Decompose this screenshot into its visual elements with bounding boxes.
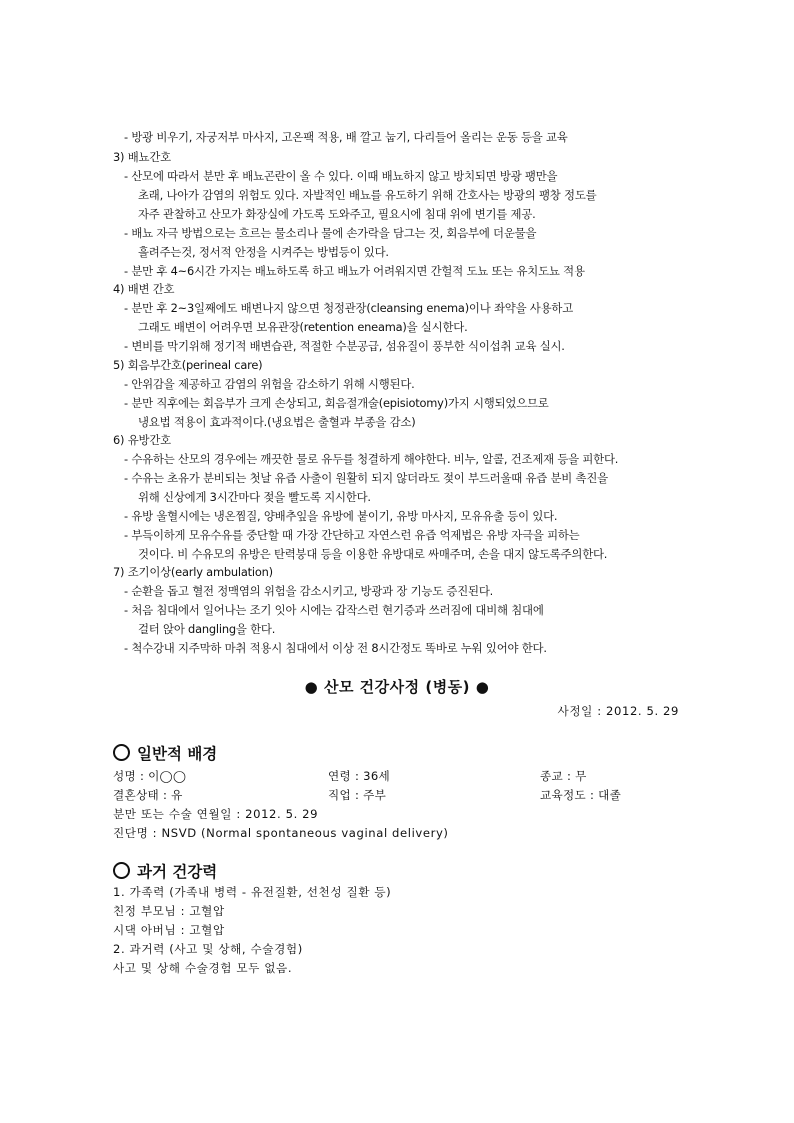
- subheading-perineal-care: 5) 회음부간호(perineal care): [113, 358, 263, 372]
- subheading-voiding-care: 3) 배뇨간호: [113, 150, 171, 164]
- text-line: - 방광 비우기, 자궁저부 마사지, 고온팩 적용, 배 깔고 눕기, 다리들어 올리는 운동 등을 교육: [124, 130, 568, 144]
- text-line: 그래도 배변이 어려우면 보유관장(retention eneama)을 실시한다.: [138, 320, 468, 334]
- text-line: 것이다. 비 수유모의 유방은 탄력붕대 등을 이용한 유방대로 싸매주며, 손을 대지 않도록주의한다.: [138, 547, 608, 561]
- field-diagnosis: 진단명 : NSVD (Normal spontaneous vaginal delivery): [113, 826, 449, 840]
- assessment-date: 사정일 : 2012. 5. 29: [557, 704, 679, 718]
- text-line: - 부득이하게 모유수유를 중단할 때 가장 간단하고 자연스런 유즙 억제법은 유방 자극을 피하는: [124, 528, 580, 542]
- text-line: 흘려주는것, 정서적 안정을 시켜주는 방법등이 있다.: [138, 245, 389, 259]
- text-line: 위해 신상에게 3시간마다 젖을 빨도록 지시한다.: [138, 490, 371, 504]
- family-history-item: 시댁 아버님 : 고혈압: [113, 923, 225, 937]
- family-history-item: 친정 부모님 : 고혈압: [113, 904, 225, 918]
- subheading-breast-care: 6) 유방간호: [113, 433, 171, 447]
- text-line: - 산모에 따라서 분만 후 배뇨곤란이 올 수 있다. 이때 배뇨하지 않고 방치되면 방광 팽만을: [124, 169, 558, 183]
- text-line: - 배뇨 자극 방법으로는 흐르는 물소리나 물에 손가락을 담그는 것, 회음부에 더운물을: [124, 226, 537, 240]
- text-line: - 수유는 초유가 분비되는 첫날 유즙 사출이 원활히 되지 않더라도 젖이 부드러울때 유즙 분비 촉진을: [124, 471, 608, 485]
- section-heading: 과거 건강력: [137, 863, 218, 881]
- text-line: - 순환을 돕고 혈전 정맥염의 위험을 감소시키고, 방광과 장 기능도 증진된다.: [124, 584, 494, 598]
- field-delivery-date: 분만 또는 수술 연월일 : 2012. 5. 29: [113, 807, 319, 821]
- text-line: - 척수강내 지주막하 마취 적용시 침대에서 이상 전 8시간정도 똑바로 누워 있어야 한다.: [124, 641, 547, 655]
- text-line: - 분만 후 4~6시간 가지는 배뇨하도록 하고 배뇨가 어려워지면 간헐적 도뇨 또는 유치도뇨 적용: [124, 264, 585, 278]
- text-line: 냉요법 적용이 효과적이다.(냉요법은 출혈과 부종을 감소): [138, 415, 416, 429]
- page-title: ● 산모 건강사정 (병동) ●: [304, 678, 490, 696]
- text-line: - 안위감을 제공하고 감염의 위험을 감소하기 위해 시행된다.: [124, 377, 415, 391]
- field-religion: 종교 : 무: [540, 769, 587, 783]
- past-history-item: 사고 및 상해 수술경험 모두 없음.: [113, 961, 293, 975]
- text-line: - 분만 후 2~3일째에도 배변나지 않으면 청정관장(cleansing enema)이나 좌약을 사용하고: [124, 301, 574, 315]
- text-line: - 수유하는 산모의 경우에는 깨끗한 물로 유두를 청결하게 해야한다. 비누, 알콜, 건조제재 등을 피한다.: [124, 452, 619, 466]
- field-name: 성명 : 이◯◯: [113, 769, 187, 783]
- text-line: - 유방 울혈시에는 냉온찜질, 양배추잎을 유방에 붙이기, 유방 마사지, 모유유출 등이 있다.: [124, 509, 558, 523]
- text-line: - 분만 직후에는 회음부가 크게 손상되고, 회음절개술(episiotomy)가지 시행되었으므로: [124, 396, 549, 410]
- field-marital-status: 결혼상태 : 유: [113, 788, 183, 802]
- field-education: 교육정도 : 대졸: [540, 788, 622, 802]
- subheading-bowel-care: 4) 배변 간호: [113, 282, 175, 296]
- section-heading: 일반적 배경: [137, 745, 218, 763]
- text-line: 걸터 앉아 dangling을 한다.: [138, 622, 276, 636]
- field-age: 연령 : 36세: [328, 769, 391, 783]
- section-past-health-history: [113, 860, 217, 882]
- field-occupation: 직업 : 주부: [328, 788, 387, 802]
- circle-icon: [113, 744, 130, 761]
- family-history-title: 1. 가족력 (가족내 병력 - 유전질환, 선천성 질환 등): [113, 885, 392, 899]
- text-line: 자주 관찰하고 산모가 화장실에 가도록 도와주고, 필요시에 침대 위에 변기를 제공.: [138, 207, 536, 221]
- subheading-early-ambulation: 7) 조기이상(early ambulation): [113, 565, 273, 579]
- section-general-background: [113, 742, 217, 764]
- past-history-title: 2. 과거력 (사고 및 상해, 수술경험): [113, 942, 303, 956]
- text-line: - 처음 침대에서 일어나는 조기 잇아 시에는 갑작스런 현기증과 쓰러짐에 대비해 침대에: [124, 603, 544, 617]
- text-line: 초래, 나아가 감염의 위험도 있다. 자발적인 배뇨를 유도하기 위해 간호사는 방광의 팽창 정도를: [138, 188, 597, 202]
- circle-icon: [113, 862, 130, 879]
- text-line: - 변비를 막기위해 정기적 배변습관, 적절한 수분공급, 섬유질이 풍부한 식이섭취 교육 실시.: [124, 339, 565, 353]
